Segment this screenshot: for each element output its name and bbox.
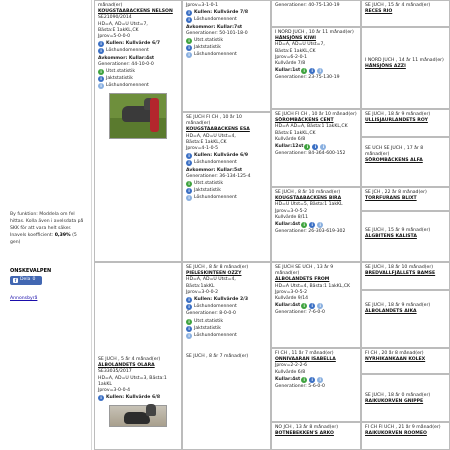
dog-name-link[interactable]: ÅLBOLANDETS OLARA xyxy=(98,363,155,369)
info-icon[interactable]: i xyxy=(309,303,315,309)
dog-name-link[interactable]: TORRFURANS BLIXT xyxy=(365,196,417,202)
ancestor-cell: FI CH FI UCH , 21 år 9 månad(er) RAIKUKORVEN ROOMEO xyxy=(361,422,450,450)
dog-name-link[interactable]: BOTNEBEKKEN'S ARKO xyxy=(275,431,334,437)
info-icon[interactable]: i xyxy=(98,41,104,47)
info-icon[interactable]: i xyxy=(98,395,104,401)
info-icon[interactable]: i xyxy=(186,333,192,339)
info-icon[interactable]: i xyxy=(317,303,323,309)
dog-name-link[interactable]: ÅLBOLANDETS AIKA xyxy=(365,309,417,315)
ancestor-cell: I NORD JUCH , 14 år 11 månad(er) HÄNSJÖNS AZZI xyxy=(361,27,450,109)
dog-name-link[interactable]: RAIKUKORVEN GNIPPE xyxy=(365,399,424,405)
share-heading: ONSKEVALPEN xyxy=(10,268,52,274)
info-icon[interactable]: i xyxy=(186,160,192,166)
gen-info-cell: Generationer: 40-75-130-19 xyxy=(271,0,361,27)
info-icon[interactable]: i xyxy=(317,377,323,383)
dog-name-link[interactable]: KOUGSTAABACKENS BIRA xyxy=(275,196,342,202)
info-icon[interactable]: i xyxy=(186,297,192,303)
pedigree-tree xyxy=(94,0,450,450)
ancestor-cell: SE JUCH , 18 år 0 månad(er) RAIKUKORVEN GNIPPE xyxy=(361,374,450,422)
coefficient-value: 0,39% xyxy=(54,232,71,238)
granddam-sire-cell: SE JUCH , 8 år 8 månad(er) PIELESKINTEEN OZZY HD=A, AD=U Utst=4, Bästa:1akKL Jprov=3-0-0-2 i Kullen: Kullvärde 2/3 i Löshundomennent Generationer: 8-0-0-0 i Utst.statistik i Jaktstatistik i Löshundomennent SE JUCH , 8 år 7 månad(er) xyxy=(182,262,271,450)
granddam-cell: SE JUCH FI CH , 10 år 10 månad(er) KOUGSTAABACKENS ESA HD=A, AD=U Utst=4, Bästa:E 1akKL,CK Jprov=4-1-0-5 i Kullen: Kullvärde 6/9 i Löshundomennent Avkommor: Kullar:5st Generationer: 36-134-125-4 i Utst.statistik i Jaktstatistik i Löshundomennent xyxy=(182,112,271,262)
info-icon[interactable]: i xyxy=(186,326,192,332)
dog-name-link[interactable]: SÖROMBÄCKENS CENT xyxy=(275,118,334,124)
ancestor-cell: SE JUCH , 15 år 9 månad(er) ÅLGBITENS KALISTA xyxy=(361,211,450,262)
dog-name-link[interactable]: HÄNSJÖNS AZZI xyxy=(365,64,406,70)
ancestor-cell: SE JCH , 22 år 8 månad(er) TORRFURANS BLIXT xyxy=(361,187,450,211)
info-icon[interactable]: i xyxy=(312,144,318,150)
info-icon[interactable]: i xyxy=(309,68,315,74)
ancestor-cell: SE JUCH , 18 år 9 månad(er) ÅLBOLANDETS AIKA xyxy=(361,290,450,348)
ancestor-cell: I NORD JUCH , 10 år 11 månad(er) HÄNSJÖNS KIWI HD=A, AD=U Utst=7, Bästa:E 1akKL,CK Jprov=6-2-0-1 Kullvärde 7/8 Kullar:1st i i i Generationer: 23-75-130-19 xyxy=(271,27,361,109)
dog-photo[interactable] xyxy=(109,405,167,427)
info-icon[interactable]: i xyxy=(186,188,192,194)
ancestor-cell: SE JUCH , 15 år 4 månad(er) RECES RIO xyxy=(361,0,450,27)
ancestor-cell: SE UCH SE JUCH , 17 år 8 månad(er) SÖROMBÄCKENS ALFA xyxy=(361,137,450,187)
sire-cell: månad(er) KOUGSTAABACKENS NELSON SE21090/2014 HD=A, AD=U Utst=7, Bästa:E 1akKL,CK Jprov=5-0-0-0 i Kullen: Kullvärde 6/7 i Löshundomennent Avkommor: Kullar:4st Generationer: 44-10-0-0 i Utst.statistik i Jaktstatistik i Löshundomennent xyxy=(94,0,182,262)
info-icon[interactable]: i xyxy=(309,222,315,228)
info-icon[interactable]: i xyxy=(186,304,192,310)
info-icon[interactable]: i xyxy=(186,153,192,159)
info-icon[interactable]: i xyxy=(317,68,323,74)
grandsire-cell: Jprov=3-1-0-1 i Kullen: Kullvärde 7/8 i Löshundomennent Avkommor: Kullar:7st Generationer: 50-101-18-0 i Utst.statistik i Jaktstatistik i Löshundomennent xyxy=(182,0,271,112)
stats-icon[interactable]: i xyxy=(98,69,104,75)
sidebar xyxy=(0,0,92,450)
ancestor-cell: FI CH , 11 år 7 månad(er) ONNIVAARAN ISABELLA Jprov=2-2-2-6 Kullvärde 6/8 Kullar:4st i i i Generationer: 5-6-0-0 xyxy=(271,348,361,422)
dog-name-link[interactable]: RECES RIO xyxy=(365,9,393,15)
dog-name-link[interactable]: ÅLGBITENS KALISTA xyxy=(365,234,417,240)
dog-name-link[interactable]: SÖROMBÄCKENS ALFA xyxy=(365,158,423,164)
stats-icon[interactable]: i xyxy=(186,38,192,44)
stats-icon[interactable]: i xyxy=(301,222,307,228)
ancestor-cell: NO JCH , 13 år 8 månad(er) BOTNEBEKKEN'S ARKO xyxy=(271,422,361,450)
stats-icon[interactable]: i xyxy=(301,68,307,74)
stats-icon[interactable]: i xyxy=(186,319,192,325)
info-icon[interactable]: i xyxy=(186,52,192,58)
dam-cell: SE JUCH , 5 år 4 månad(er) ÅLBOLANDETS OLARA SE33035/2017 HD=A, AD=U Utst=3, Bästa:1 1akKL Jprov=3-0-0-4 i Kullen: Kullvärde 6/8 xyxy=(94,262,182,450)
dog-name-link[interactable]: KOUGSTAABACKENS ESA xyxy=(186,127,250,133)
info-icon[interactable]: i xyxy=(309,377,315,383)
dog-name-link[interactable]: ULLISJAURLANDETS ROY xyxy=(365,118,428,124)
dog-photo[interactable] xyxy=(109,93,167,139)
info-icon[interactable]: i xyxy=(98,83,104,89)
ancestor-cell: SE JUCH FI CH , 10 år 10 månad(er) SÖROMBÄCKENS CENT HD=A AD=A, Bästa:1 1akKL,CK Bästa:E 1akKL,CK Kullvärde 6/8 Kullar:12st i i i Generationer: 84-364-600-152 xyxy=(271,109,361,187)
info-icon[interactable]: i xyxy=(317,222,323,228)
stats-icon[interactable]: i xyxy=(301,377,307,383)
disclaimer-text: By funktion: Moddela om fel hittas. Kolla även i avelsdata på SKK för att vara helt säker. Inavels koefficient: 0,39% (5 gen) xyxy=(10,212,84,245)
info-icon[interactable]: i xyxy=(186,195,192,201)
info-icon[interactable]: i xyxy=(320,144,326,150)
dog-name-link[interactable]: ÅLBOLANDETS FROM xyxy=(275,277,330,283)
ancestor-cell: FI CH , 20 år 8 månad(er) NYRHIKANKAAN KOLEX xyxy=(361,348,450,374)
dog-name-link[interactable]: HÄNSJÖNS KIWI xyxy=(275,36,316,42)
facebook-share-button[interactable]: f Dela 0 xyxy=(10,276,42,285)
dog-name-link[interactable]: NYRHIKANKAAN KOLEX xyxy=(365,357,426,363)
stats-icon[interactable]: i xyxy=(301,303,307,309)
info-icon[interactable]: i xyxy=(98,48,104,54)
advertiser-link[interactable]: Annonsbyrå xyxy=(10,296,38,301)
ancestor-cell: SE JUCH SE UCH , 13 år 9 månad(er) ÅLBOLANDETS FROM HD=A Utst=4, Bästa:1 1akKL,CK Jprov=3-0-5-2 Kullvärde 9/14 Kullar:4st i i i Generationer: 7-6-0-0 xyxy=(271,262,361,348)
dog-name-link[interactable]: BREDVALLFJÄLLETS BAMSE xyxy=(365,271,436,277)
ancestor-cell: SE JUCH , 18 år 10 månad(er) BREDVALLFJÄLLETS BAMSE xyxy=(361,262,450,290)
stats-icon[interactable]: i xyxy=(186,181,192,187)
info-icon[interactable]: i xyxy=(186,17,192,23)
ancestor-cell: SE JUCH , 8 år 10 månad(er) KOUGSTAABACKENS BIRA HD=U Utst=5, Bästa:1 1akKL Jprov=3-0-5-2 Kullvärde 8/11 Kullar:4st i i i Generationer: 26-303-619-302 xyxy=(271,187,361,262)
dog-name-link[interactable]: RAIKUKORVEN ROOMEO xyxy=(365,431,427,437)
info-icon[interactable]: i xyxy=(98,76,104,82)
dog-name-link[interactable]: ONNIVAARAN ISABELLA xyxy=(275,357,336,363)
dog-name-link[interactable]: PIELESKINTEEN OZZY xyxy=(186,271,242,277)
ancestor-cell: SE JUCH , 18 år 9 månad(er) ULLISJAURLANDETS ROY xyxy=(361,109,450,137)
info-icon[interactable]: i xyxy=(186,10,192,16)
info-icon[interactable]: i xyxy=(186,45,192,51)
facebook-icon: f xyxy=(14,277,17,283)
dog-name-link[interactable]: KOUGSTAABACKENS NELSON xyxy=(98,9,173,15)
stats-icon[interactable]: i xyxy=(304,144,310,150)
